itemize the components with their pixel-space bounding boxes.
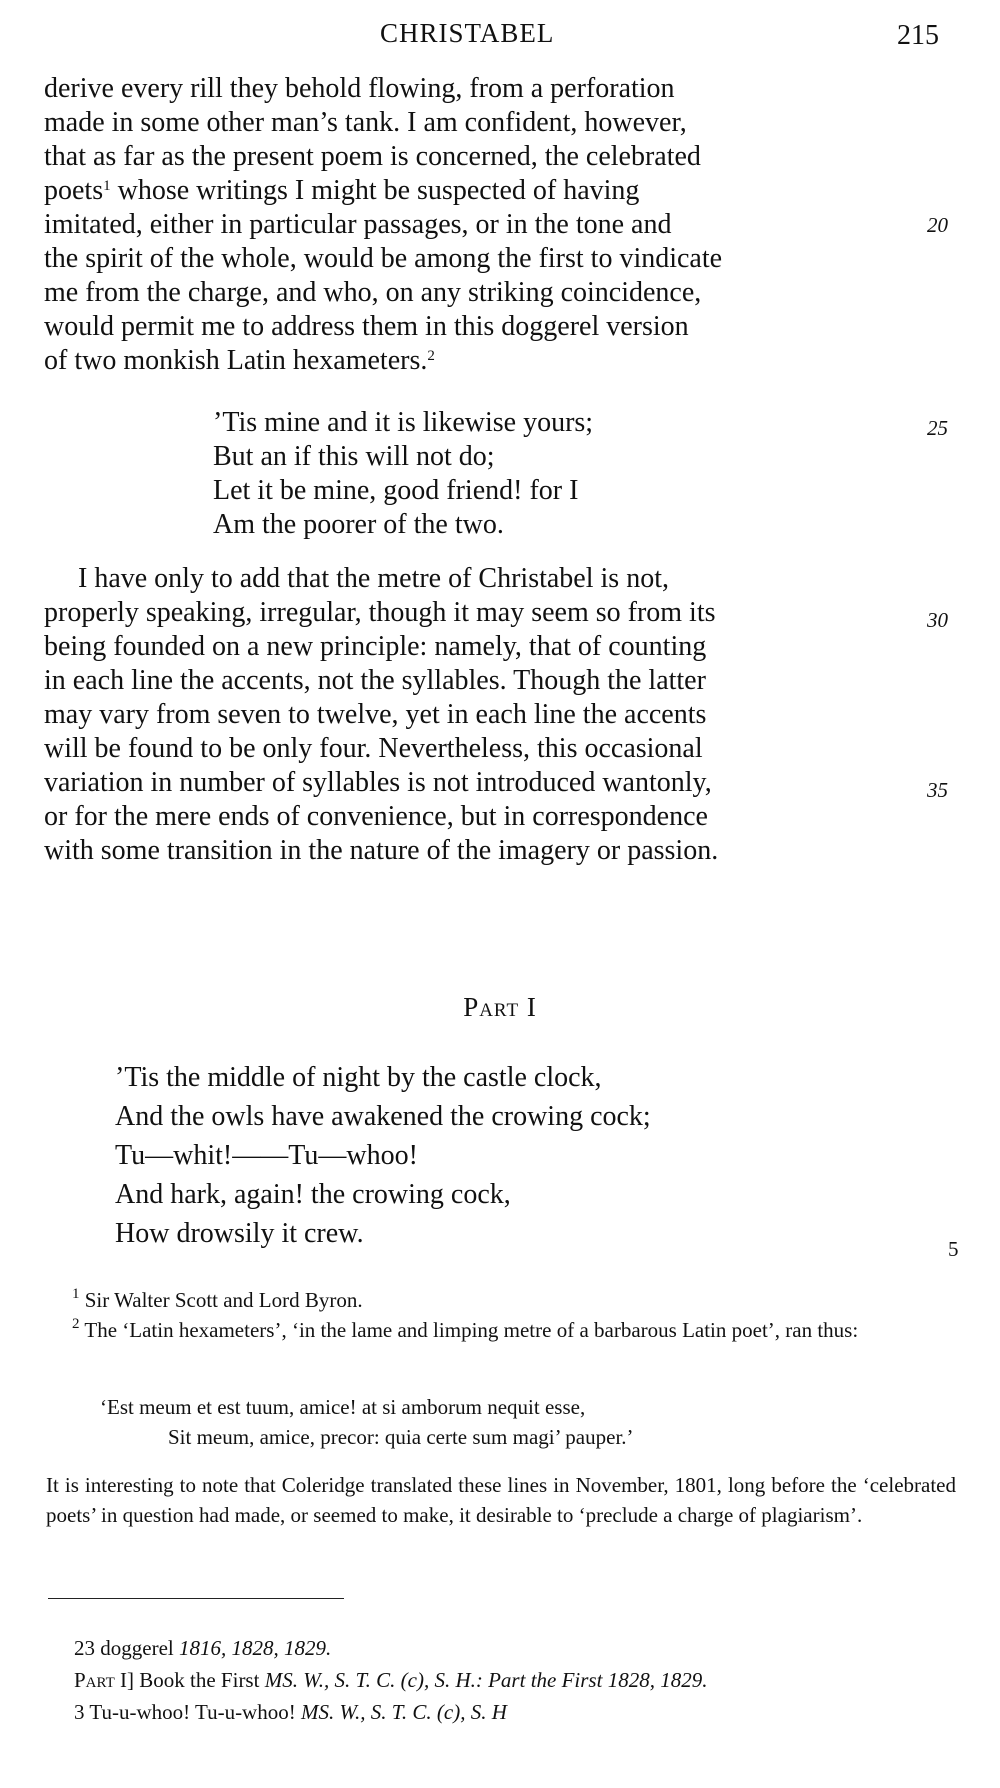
running-head: CHRISTABEL <box>380 18 555 48</box>
footnote-commentary <box>46 1470 956 1530</box>
page-header <box>0 18 1000 58</box>
prose-line: will be found to be only four. Nevertheless, this occasional <box>44 733 703 764</box>
footnote-1-mark: 1 <box>72 1286 80 1302</box>
poem-line: How drowsily it crew. <box>115 1218 364 1249</box>
prose-line-rest: whose writings I might be suspected of having <box>117 175 640 206</box>
footnote-ref-2: 2 <box>427 348 435 364</box>
variant-3-reading: Tu-u-whoo! Tu-u-whoo! <box>89 1700 296 1724</box>
variant-2-lemma: Part I] <box>74 1668 135 1692</box>
verse-line: ’Tis mine and it is likewise yours; <box>213 407 594 438</box>
poem-line: ’Tis the middle of night by the castle clock, <box>115 1062 602 1093</box>
prose-line: variation in number of syllables is not introduced wantonly, <box>44 767 712 798</box>
prose-line: or for the mere ends of convenience, but in correspondence <box>44 801 708 832</box>
variant-3-line: 3 <box>74 1700 85 1724</box>
prose-line: would permit me to address them in this doggerel version <box>44 311 689 342</box>
poem-line: Tu—whit!——Tu—whoo! <box>115 1140 418 1171</box>
line-number-20: 20 <box>927 213 948 237</box>
variant-2-sources: MS. W., S. T. C. (c), S. H.: <box>264 1668 483 1692</box>
prose-line: with some transition in the nature of the imagery or passion. <box>44 835 719 866</box>
line-number-35: 35 <box>927 778 948 802</box>
prose-line: the spirit of the whole, would be among the first to vindicate <box>44 243 723 274</box>
variant-1-word: doggerel <box>100 1636 174 1660</box>
prose-line: that as far as the present poem is concerned, the celebrated <box>44 141 701 172</box>
footnote-2-text: The ‘Latin hexameters’, ‘in the lame and limping metre of a barbarous Latin poet’, ran thus: <box>84 1318 859 1342</box>
part-heading: Part I <box>463 992 537 1022</box>
verse-line: Let it be mine, good friend! for I <box>213 475 579 506</box>
footnote-2-mark: 2 <box>72 1316 80 1332</box>
footnote-1-text: Sir Walter Scott and Lord Byron. <box>84 1288 363 1312</box>
page-number: 215 <box>897 20 939 51</box>
prose-line: may vary from seven to twelve, yet in each line the accents <box>44 699 707 730</box>
poem-line: And hark, again! the crowing cock, <box>115 1179 511 1210</box>
prose-line <box>44 344 924 378</box>
poem-line-number-5: 5 <box>948 1237 959 1261</box>
latin-line-2: Sit meum, amice, precor: quia certe sum magi’ pauper.’ <box>168 1425 634 1449</box>
footnote-2 <box>46 1315 956 1345</box>
prose-line-start: poets <box>44 175 104 206</box>
poem-line: And the owls have awakened the crowing cock; <box>115 1101 651 1132</box>
prose-line: in each line the accents, not the syllables. Though the latter <box>44 665 706 696</box>
prose-line-text: of two monkish Latin hexameters. <box>44 345 428 376</box>
poem-part-1 <box>115 1058 651 1253</box>
preface-paragraph-2 <box>44 562 924 868</box>
prose-line: I have only to add that the metre of Christabel is not, <box>78 563 669 594</box>
preface-paragraph-1 <box>44 72 924 378</box>
prose-line <box>44 174 924 208</box>
variant-2 <box>48 1664 958 1696</box>
variant-2-reading: Book the First <box>139 1668 260 1692</box>
variant-1 <box>48 1632 958 1664</box>
prose-line: me from the charge, and who, on any striking coincidence, <box>44 277 702 308</box>
latin-line-1: ‘Est meum et est tuum, amice! at si amborum nequit esse, <box>100 1395 586 1419</box>
textual-variants <box>48 1632 958 1728</box>
verse-line: But an if this will not do; <box>213 441 495 472</box>
footnote-note: It is interesting to note that Coleridge translated these lines in November, 1801, long before the ‘celebrated poets’ in question had made, or seemed to make, it desirable to ‘preclude a charge of plagiarism’. <box>46 1473 956 1527</box>
variant-2-alt: Part the First 1828, 1829. <box>488 1668 708 1692</box>
footnote-ref-1: 1 <box>103 178 111 194</box>
quoted-verse <box>213 406 593 542</box>
variant-3-sources: MS. W., S. T. C. (c), S. H <box>300 1700 507 1724</box>
verse-line: Am the poorer of the two. <box>213 509 504 540</box>
footnote-rule <box>48 1598 344 1599</box>
variant-1-line: 23 <box>74 1636 95 1660</box>
prose-line: derive every rill they behold flowing, from a perforation <box>44 73 675 104</box>
line-number-30: 30 <box>927 608 948 632</box>
prose-line: properly speaking, irregular, though it may seem so from its <box>44 597 716 628</box>
line-number-25: 25 <box>927 416 948 440</box>
variant-3 <box>48 1696 958 1728</box>
variant-1-sources: 1816, 1828, 1829. <box>178 1636 332 1660</box>
footnotes <box>46 1285 956 1345</box>
prose-line: being founded on a new principle: namely, that of counting <box>44 631 707 662</box>
prose-line: made in some other man’s tank. I am confident, however, <box>44 107 687 138</box>
footnote-1 <box>46 1285 956 1315</box>
prose-line: imitated, either in particular passages, or in the tone and <box>44 209 672 240</box>
